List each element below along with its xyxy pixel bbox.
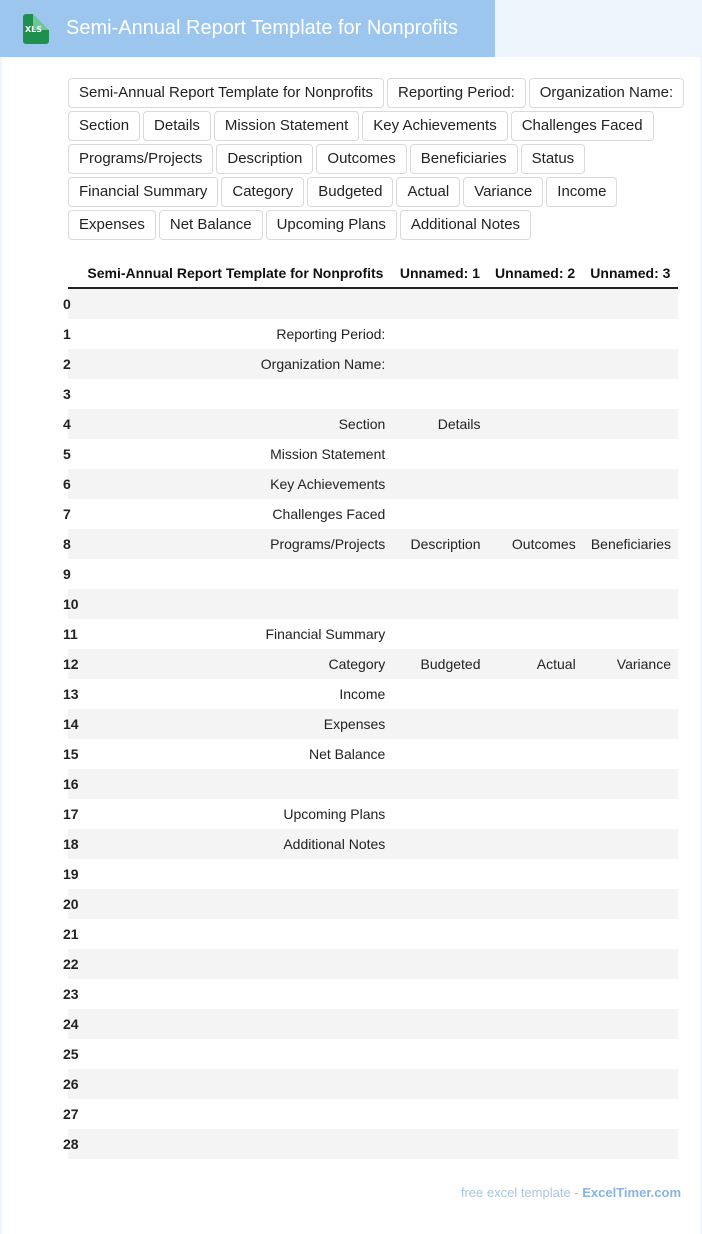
row-index-label: 4 bbox=[63, 416, 71, 432]
table-cell bbox=[583, 1039, 678, 1069]
table-cell: Description bbox=[392, 529, 487, 559]
table-cell bbox=[79, 859, 393, 889]
row-index-label: 24 bbox=[63, 1016, 79, 1032]
table-cell bbox=[488, 799, 583, 829]
row-index-label: 28 bbox=[63, 1136, 79, 1152]
row-index bbox=[63, 979, 79, 1009]
table-cell: Programs/Projects bbox=[79, 529, 393, 559]
table-cell: Key Achievements bbox=[79, 469, 393, 499]
table-cell bbox=[392, 1069, 487, 1099]
row-index-label: 23 bbox=[63, 986, 79, 1002]
table-cell bbox=[392, 769, 487, 799]
table-cell bbox=[79, 979, 393, 1009]
row-index-label: 9 bbox=[63, 566, 71, 582]
keyword-tags bbox=[68, 78, 688, 240]
table-cell bbox=[488, 919, 583, 949]
table-cell bbox=[79, 889, 393, 919]
table-cell: Challenges Faced bbox=[272, 506, 386, 522]
row-index-label: 20 bbox=[63, 896, 79, 912]
keyword-tag[interactable]: Net Balance bbox=[159, 210, 263, 240]
table-cell bbox=[392, 919, 487, 949]
table-cell: Budgeted bbox=[392, 649, 487, 679]
table-row bbox=[68, 859, 678, 889]
row-index bbox=[63, 1069, 79, 1099]
table-cell bbox=[583, 679, 678, 709]
table-row bbox=[68, 889, 678, 919]
table-row bbox=[68, 559, 678, 589]
keyword-tag[interactable]: Mission Statement bbox=[214, 111, 359, 141]
table-cell bbox=[583, 769, 678, 799]
table-cell bbox=[488, 349, 583, 379]
table-cell bbox=[488, 499, 583, 529]
table-cell bbox=[392, 679, 487, 709]
table-cell bbox=[583, 739, 678, 769]
footer-prefix: free excel template - bbox=[460, 1185, 583, 1200]
table-cell bbox=[392, 979, 487, 1009]
table-row bbox=[68, 709, 678, 739]
table-cell bbox=[392, 469, 487, 499]
keyword-tag[interactable]: Income bbox=[546, 177, 617, 207]
table-cell bbox=[488, 1129, 583, 1159]
table-row bbox=[68, 529, 678, 559]
row-index-label: 2 bbox=[63, 356, 71, 372]
row-index-label: 21 bbox=[63, 926, 79, 942]
row-index bbox=[63, 499, 79, 529]
table-cell bbox=[488, 1009, 583, 1039]
table-cell bbox=[392, 349, 487, 379]
table-cell: Details bbox=[392, 409, 487, 439]
table-row bbox=[68, 619, 678, 649]
table-cell bbox=[392, 709, 487, 739]
table-cell bbox=[488, 709, 583, 739]
row-index bbox=[63, 859, 79, 889]
table-cell bbox=[583, 919, 678, 949]
row-index-label: 10 bbox=[63, 596, 79, 612]
row-index-label: 22 bbox=[63, 956, 79, 972]
row-index bbox=[63, 349, 79, 379]
table-row bbox=[68, 409, 678, 439]
table-cell: Category bbox=[79, 649, 393, 679]
keyword-tag[interactable]: Budgeted bbox=[307, 177, 393, 207]
row-index bbox=[63, 649, 79, 679]
row-index-label: 11 bbox=[63, 626, 78, 642]
keyword-tag[interactable]: Section bbox=[68, 111, 140, 141]
table-row bbox=[68, 919, 678, 949]
table-cell bbox=[392, 949, 487, 979]
table-cell bbox=[583, 409, 678, 439]
table-cell bbox=[392, 799, 487, 829]
table-cell bbox=[488, 739, 583, 769]
row-index-label: 27 bbox=[63, 1106, 79, 1122]
column-header: Unnamed: 2 bbox=[488, 258, 583, 288]
table-cell bbox=[392, 439, 487, 469]
row-index bbox=[63, 679, 79, 709]
table-cell: Mission Statement bbox=[270, 446, 386, 462]
keyword-tag[interactable]: Reporting Period: bbox=[387, 78, 526, 108]
table-cell bbox=[392, 1129, 487, 1159]
row-index bbox=[63, 469, 79, 499]
keyword-tag[interactable]: Additional Notes bbox=[400, 210, 531, 240]
table-row bbox=[68, 799, 678, 829]
table-row bbox=[68, 319, 678, 349]
table-cell bbox=[583, 1129, 678, 1159]
table-cell bbox=[79, 288, 393, 319]
table-row bbox=[68, 979, 678, 1009]
table-cell bbox=[392, 829, 487, 859]
table-cell: Beneficiaries bbox=[583, 529, 678, 559]
table-cell bbox=[79, 1069, 393, 1099]
table-cell bbox=[488, 1039, 583, 1069]
row-index bbox=[63, 409, 79, 439]
row-index-label: 7 bbox=[63, 506, 71, 522]
column-header: Semi-Annual Report Template for Nonprofits bbox=[79, 258, 393, 288]
table-header-row bbox=[68, 258, 678, 288]
table-cell bbox=[392, 619, 487, 649]
row-index bbox=[63, 829, 79, 859]
row-index-label: 19 bbox=[63, 866, 79, 882]
row-index-label: 1 bbox=[63, 326, 71, 342]
table-cell: Financial Summary bbox=[265, 626, 386, 642]
table-row bbox=[68, 1039, 678, 1069]
table-cell bbox=[583, 589, 678, 619]
row-index-label: 12 bbox=[63, 656, 79, 672]
row-index bbox=[63, 769, 79, 799]
table-cell bbox=[583, 799, 678, 829]
table-cell bbox=[583, 1099, 678, 1129]
table-cell bbox=[392, 1039, 487, 1069]
keyword-tag[interactable]: Upcoming Plans bbox=[266, 210, 397, 240]
table-cell bbox=[392, 499, 487, 529]
keyword-tag[interactable]: Key Achievements bbox=[362, 111, 507, 141]
table-cell bbox=[79, 559, 393, 589]
table-cell bbox=[79, 769, 393, 799]
row-index-label: 15 bbox=[63, 746, 79, 762]
row-index bbox=[63, 709, 79, 739]
table-cell bbox=[488, 589, 583, 619]
table-cell bbox=[583, 469, 678, 499]
keyword-tag[interactable]: Category bbox=[221, 177, 304, 207]
table-cell: Expenses bbox=[79, 709, 393, 739]
table-row bbox=[68, 739, 678, 769]
table-cell: Actual bbox=[488, 649, 583, 679]
table-cell bbox=[488, 409, 583, 439]
table-cell bbox=[583, 288, 678, 319]
row-index-label: 25 bbox=[63, 1046, 79, 1062]
keyword-tag[interactable]: Outcomes bbox=[316, 144, 406, 174]
row-index bbox=[63, 379, 79, 409]
xls-file-icon bbox=[23, 14, 49, 44]
row-index-label: 3 bbox=[63, 386, 71, 402]
keyword-tag[interactable]: Semi-Annual Report Template for Nonprofits bbox=[68, 78, 384, 108]
table-cell bbox=[583, 949, 678, 979]
table-cell bbox=[583, 979, 678, 1009]
row-index bbox=[63, 619, 79, 649]
table-cell bbox=[583, 499, 678, 529]
row-index bbox=[63, 739, 79, 769]
column-header bbox=[68, 258, 79, 288]
row-index bbox=[63, 889, 79, 919]
table-cell bbox=[392, 739, 487, 769]
row-index-label: 16 bbox=[63, 776, 79, 792]
table-row bbox=[68, 1009, 678, 1039]
table-row bbox=[68, 769, 678, 799]
table-row bbox=[68, 679, 678, 709]
table-row bbox=[68, 349, 678, 379]
table-row bbox=[68, 829, 678, 859]
row-index bbox=[63, 529, 79, 559]
keyword-tag[interactable]: Beneficiaries bbox=[410, 144, 518, 174]
table-row bbox=[68, 379, 678, 409]
table-cell: Organization Name: bbox=[79, 349, 393, 379]
row-index bbox=[63, 559, 79, 589]
row-index-label: 18 bbox=[63, 836, 79, 852]
table-cell bbox=[79, 949, 393, 979]
row-index bbox=[63, 949, 79, 979]
table-cell bbox=[583, 619, 678, 649]
table-cell: Upcoming Plans bbox=[283, 806, 386, 822]
table-cell bbox=[392, 1099, 487, 1129]
table-cell bbox=[583, 829, 678, 859]
row-index-label: 13 bbox=[63, 686, 79, 702]
row-index bbox=[63, 589, 79, 619]
table-cell: Section bbox=[79, 409, 393, 439]
table-cell: Reporting Period: bbox=[276, 326, 386, 342]
table-row bbox=[68, 1129, 678, 1159]
row-index-label: 5 bbox=[63, 446, 71, 462]
row-index bbox=[63, 799, 79, 829]
table-row bbox=[68, 1099, 678, 1129]
keyword-tag[interactable]: Status bbox=[521, 144, 586, 174]
column-header: Unnamed: 3 bbox=[583, 258, 678, 288]
table-row bbox=[68, 649, 678, 679]
table-row bbox=[68, 589, 678, 619]
table-cell bbox=[583, 559, 678, 589]
table-cell bbox=[488, 979, 583, 1009]
table-cell: Income bbox=[339, 686, 386, 702]
table-cell bbox=[392, 889, 487, 919]
table-cell bbox=[392, 1009, 487, 1039]
table-row bbox=[68, 439, 678, 469]
row-index-label: 17 bbox=[63, 806, 79, 822]
row-index-label: 8 bbox=[63, 536, 71, 552]
keyword-tag[interactable]: Challenges Faced bbox=[511, 111, 654, 141]
table-cell bbox=[79, 1009, 393, 1039]
row-index-label: 14 bbox=[63, 716, 79, 732]
page-header bbox=[0, 0, 495, 57]
table-cell bbox=[79, 1039, 393, 1069]
row-index bbox=[63, 1039, 79, 1069]
table-cell bbox=[583, 349, 678, 379]
keyword-tag[interactable]: Variance bbox=[463, 177, 543, 207]
keyword-tag[interactable]: Details bbox=[143, 111, 211, 141]
table-cell bbox=[583, 1009, 678, 1039]
row-index bbox=[63, 439, 79, 469]
table-cell bbox=[392, 589, 487, 619]
table-cell bbox=[488, 769, 583, 799]
table-cell bbox=[488, 679, 583, 709]
page-title: Semi-Annual Report Template for Nonprofits bbox=[66, 17, 459, 39]
table-cell bbox=[583, 1069, 678, 1099]
row-index bbox=[63, 1009, 79, 1039]
row-index bbox=[63, 288, 79, 319]
table-cell bbox=[488, 288, 583, 319]
table-row bbox=[68, 949, 678, 979]
keyword-tag[interactable]: Description bbox=[216, 144, 313, 174]
table-cell bbox=[583, 859, 678, 889]
table-cell bbox=[488, 559, 583, 589]
table-cell bbox=[583, 889, 678, 919]
table-cell bbox=[488, 829, 583, 859]
table-cell bbox=[488, 1069, 583, 1099]
row-index bbox=[63, 1129, 79, 1159]
table-cell bbox=[488, 319, 583, 349]
table-cell bbox=[488, 949, 583, 979]
table-row bbox=[68, 1069, 678, 1099]
row-index bbox=[63, 919, 79, 949]
table-cell bbox=[583, 709, 678, 739]
xls-icon-label: XLS bbox=[25, 24, 43, 34]
table-row bbox=[68, 288, 678, 319]
table-cell bbox=[79, 1099, 393, 1129]
table-cell bbox=[488, 469, 583, 499]
table-cell: Additional Notes bbox=[79, 829, 393, 859]
table-cell bbox=[392, 859, 487, 889]
table-cell bbox=[583, 319, 678, 349]
keyword-tag[interactable]: Organization Name: bbox=[529, 78, 684, 108]
keyword-tag[interactable]: Actual bbox=[396, 177, 460, 207]
row-index-label: 6 bbox=[63, 476, 71, 492]
row-index-label: 0 bbox=[63, 296, 71, 312]
table-cell bbox=[488, 379, 583, 409]
table-cell bbox=[583, 379, 678, 409]
table-cell bbox=[79, 919, 393, 949]
table-cell: Variance bbox=[583, 649, 678, 679]
row-index-label: 26 bbox=[63, 1076, 79, 1092]
table-cell bbox=[488, 439, 583, 469]
table-row bbox=[68, 499, 678, 529]
table-cell: Outcomes bbox=[488, 529, 583, 559]
column-header: Unnamed: 1 bbox=[392, 258, 487, 288]
spreadsheet-preview-table bbox=[63, 258, 678, 1159]
row-index bbox=[63, 319, 79, 349]
table-cell bbox=[392, 559, 487, 589]
table-cell bbox=[583, 439, 678, 469]
table-cell bbox=[392, 319, 487, 349]
table-row bbox=[68, 469, 678, 499]
table-cell bbox=[79, 589, 393, 619]
table-cell bbox=[392, 379, 487, 409]
table-cell bbox=[79, 379, 393, 409]
keyword-tag[interactable]: Financial Summary bbox=[68, 177, 218, 207]
footer-credit bbox=[461, 1185, 681, 1200]
table-cell bbox=[392, 288, 487, 319]
table-cell bbox=[79, 1129, 393, 1159]
keyword-tag[interactable]: Expenses bbox=[68, 210, 156, 240]
keyword-tag[interactable]: Programs/Projects bbox=[68, 144, 213, 174]
table-cell bbox=[488, 859, 583, 889]
table-cell bbox=[488, 619, 583, 649]
row-index bbox=[63, 1099, 79, 1129]
table-cell bbox=[488, 1099, 583, 1129]
footer-brand-link[interactable]: ExcelTimer.com bbox=[582, 1185, 681, 1200]
table-cell: Net Balance bbox=[309, 746, 386, 762]
table-cell bbox=[488, 889, 583, 919]
